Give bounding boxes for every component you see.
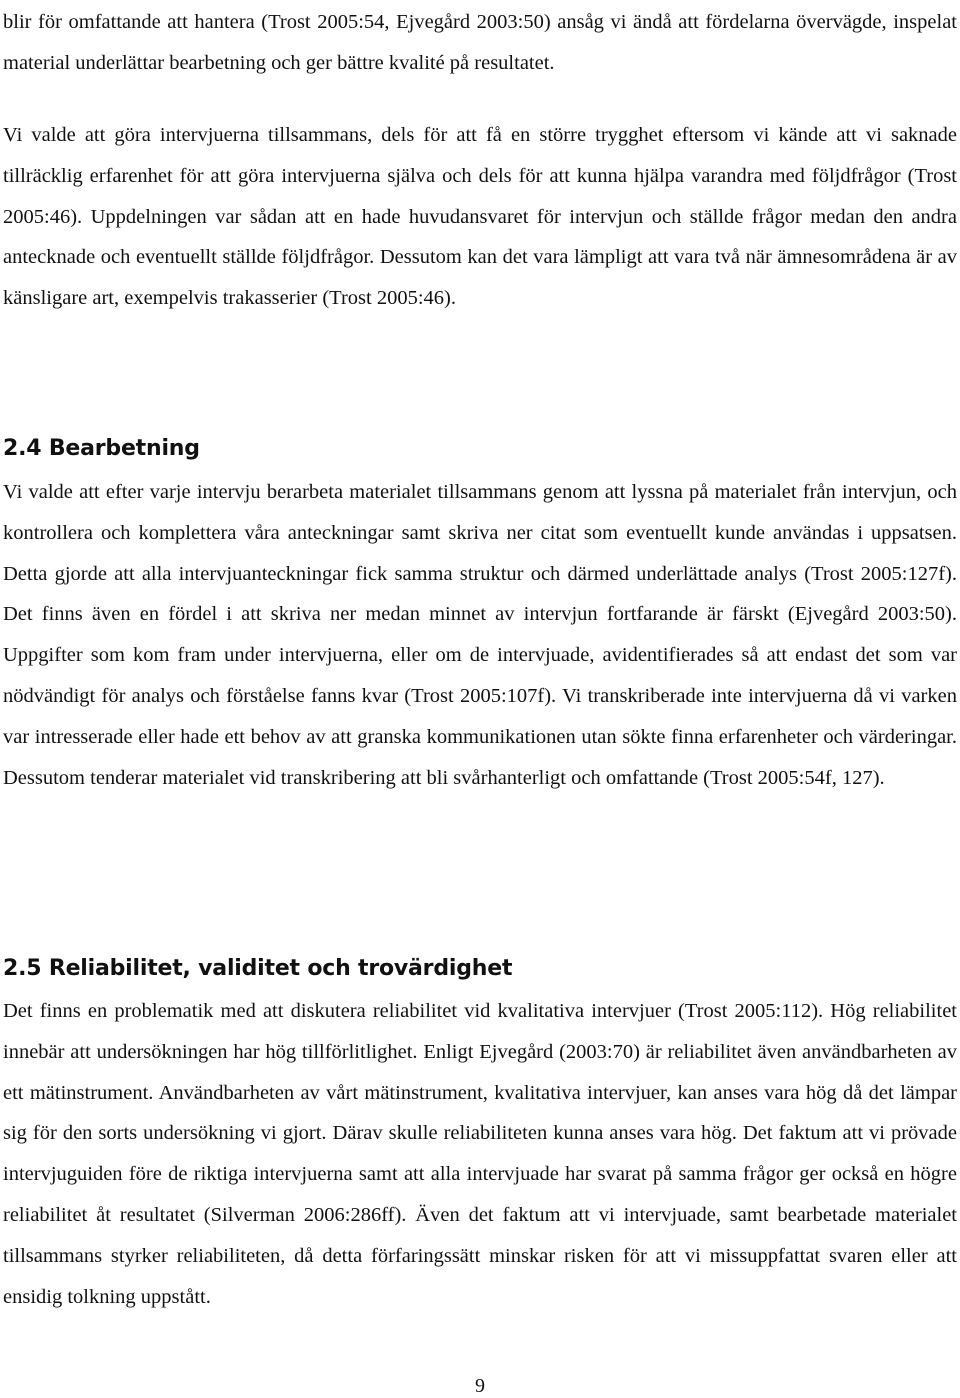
section-heading-reliabilitet: 2.5 Reliabilitet, validitet och trovärdighet — [3, 956, 513, 981]
paragraph-intro: blir för omfattande att hantera (Trost 2005:54, Ejvegård 2003:50) ansåg vi ändå att fördelarna övervägde, inspelat material underlättar bearbetning och ger bättre kvalité på resultatet. — [3, 11, 957, 74]
paragraph-reliabilitet: Det finns en problematik med att diskutera reliabilitet vid kvalitativa intervjuer (Trost 2005:112). Hög reliabilitet innebär att undersökningen har hög tillförlitlighet. Enligt Ejvegård (2003:70) är reliabilitet även användbarheten av ett mätinstrument. Användbarheten av vårt mätinstrument, kvalitativa intervjuer, kan anses vara hög då det lämpar sig för den sorts undersökning vi gjort. Därav skulle reliabiliteten kunna anses vara hög. Det faktum att vi prövade intervjuguiden före de riktiga intervjuerna samt att alla intervjuade har svarat på samma frågor ger också en högre reliabilitet åt resultatet (Silverman 2006:286ff). Även det faktum att vi intervjuade, samt bearbetade materialet tillsammans styrker reliabiliteten, då detta förfaringssätt minskar risken för att vi missuppfattat svaren eller att ensidig tolkning uppstått. — [3, 1000, 957, 1308]
page-number: 9 — [475, 1375, 485, 1397]
paragraph-bearbetning: Vi valde att efter varje intervju berarbeta materialet tillsammans genom att lyssna på materialet från intervjun, och kontrollera och komplettera våra anteckningar samt skriva ner citat som eventuellt kunde användas i uppsatsen. Detta gjorde att alla intervjuanteckningar fick samma struktur och därmed underlättade analys (Trost 2005:127f). Det finns även en fördel i att skriva ner medan minnet av intervjun fortfarande är färskt (Ejvegård 2003:50). Uppgifter som kom fram under intervjuerna, eller om de intervjuade, avidentifierades så att endast det som var nödvändigt för analys och förståelse fanns kvar (Trost 2005:107f). Vi transkriberade inte intervjuerna då vi varken var intresserade eller hade ett behov av att granska kommunikationen utan sökte finna erfarenheter och värderingar. Dessutom tenderar materialet vid transkribering att bli svårhanterligt och omfattande (Trost 2005:54f, 127). — [3, 481, 957, 789]
section-heading-bearbetning: 2.4 Bearbetning — [3, 436, 200, 461]
paragraph-interviews: Vi valde att göra intervjuerna tillsammans, dels för att få en större trygghet eftersom vi kände att vi saknade tillräcklig erfarenhet för att göra intervjuerna själva och dels för att kunna hjälpa varandra med följdfrågor (Trost 2005:46). Uppdelningen var sådan att en hade huvudansvaret för intervjun och ställde frågor medan den andra antecknade och eventuellt ställde följdfrågor. Dessutom kan det vara lämpligt att vara två när ämnesområdena är av känsligare art, exempelvis trakasserier (Trost 2005:46). — [3, 124, 957, 310]
